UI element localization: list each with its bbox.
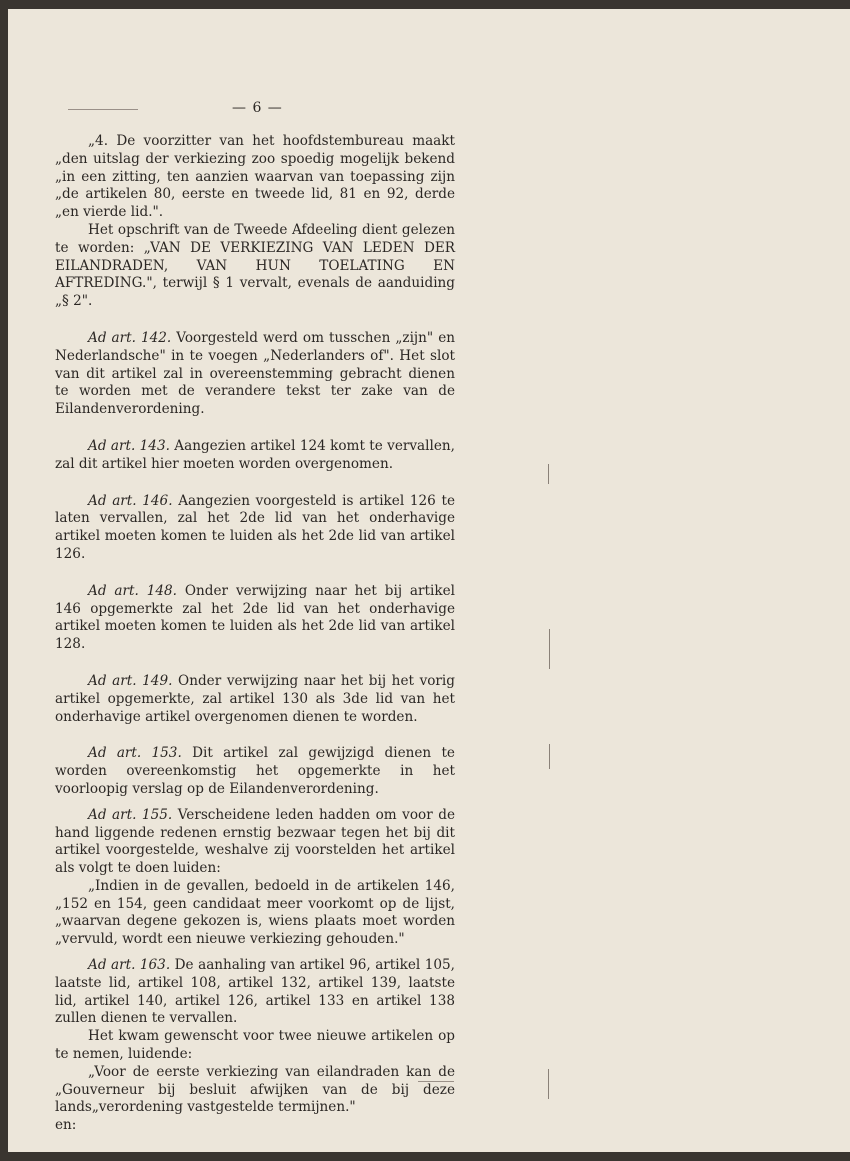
article-text: Aangezien voorgesteld is artikel 126 te laten vervallen, zal het 2de lid van het onderhavige artikel moeten komen te luiden als het 2de lid van artikel 126.: [55, 492, 455, 562]
article-text: Verscheidene leden hadden om voor de hand liggende redenen ernstig bezwaar tegen het bij dit artikel voorgestelde, weshalve zij voorstelden het artikel als volgt te doen luiden:: [55, 806, 455, 877]
quote-text: „Indien in de gevallen, bedoeld in de artikelen 146, „152 en 154, geen candidaat meer voorkomt op de lijst, „waarvan degene gekozen is, wiens plaats moet worden „vervuld, wordt een nieuwe verkiezing gehouden.": [55, 877, 455, 948]
page-number: — 6 —: [232, 100, 283, 116]
article-text: Dit artikel zal gewijzigd dienen te worden overeenkomstig het opgemerkte in het voorloopig verslag op de Eilandenverordening.: [55, 745, 455, 797]
article-text: De aanhaling van artikel 96, artikel 105, laatste lid, artikel 108, artikel 132, artikel 139, laatste lid, artikel 140, artikel 126, artikel 133 en artikel 138 zullen dienen te vervallen.: [55, 957, 456, 1027]
quote-text: „Voor de eerste verkiezing van eilandraden kan de „Gouverneur bij besluit afwijken van de bij deze lands„verordening vastgestelde termijnen.": [55, 1063, 455, 1116]
article-text: Onder verwijzing naar het bij artikel 146 opgemerkte zal het 2de lid van het onderhavige artikel moeten komen te luiden als het 2de lid van artikel 128.: [55, 582, 455, 653]
document-page: [8, 9, 850, 1152]
quote-text: „4. De voorzitter van het hoofdstembureau maakt „den uitslag der verkiezing zoo spoedig mogelijk bekend „in een zitting, ten aanzien waarvan van toepassing zijn „de artikelen 80, eerste en tweede lid, 81 en 92, derde „en vierde lid.".: [55, 133, 455, 221]
article-label: Ad art. 163.: [88, 957, 171, 974]
margin-mark: [548, 464, 549, 484]
article-label: Ad art. 155.: [88, 806, 173, 823]
article-label: Ad art. 153.: [88, 745, 182, 762]
document-body: [55, 133, 455, 1135]
body-text: Het kwam gewenscht voor twee nieuwe artikelen op te nemen, luidende:: [55, 1028, 455, 1063]
article-149: [55, 673, 455, 726]
article-142: [55, 330, 455, 419]
margin-mark: [549, 744, 550, 769]
header-rule: [68, 109, 138, 110]
paragraph-quote-155: [55, 878, 455, 949]
article-label: Ad art. 148.: [88, 582, 177, 599]
article-148: [55, 583, 455, 654]
body-text: en:: [55, 1117, 77, 1134]
paragraph-opschrift: [55, 222, 455, 311]
paragraph-nieuwe-artikelen: [55, 1028, 455, 1064]
article-143: [55, 438, 455, 474]
article-163: [55, 957, 455, 1028]
article-text: Voorgesteld werd om tusschen „zijn" en Nederlandsche" in te voegen „Nederlanders of". Het slot van dit artikel zal in overeenstemming gebracht dienen te worden met de verandere tekst ter zake van de Eilandenverordening.: [55, 329, 455, 418]
margin-mark: [549, 629, 550, 669]
paragraph-quote-4: [55, 133, 455, 222]
article-text: Aangezien artikel 124 komt te vervallen, zal dit artikel hier moeten worden overgenomen.: [55, 437, 455, 472]
article-label: Ad art. 143.: [88, 437, 170, 454]
article-153: [55, 745, 455, 798]
article-label: Ad art. 142.: [88, 329, 172, 346]
margin-mark: [548, 1069, 549, 1099]
footer-rule: [418, 1081, 454, 1082]
article-label: Ad art. 146.: [88, 492, 173, 509]
paragraph-en: [55, 1117, 455, 1135]
article-155: [55, 807, 455, 878]
body-text: Het opschrift van de Tweede Afdeeling dient gelezen te worden: „VAN DE VERKIEZING VAN LEDEN DER EILANDRADEN, VAN HUN TOELATING EN AFTREDING.", terwijl § 1 vervalt, evenals de aanduiding „§ 2".: [55, 221, 455, 310]
article-label: Ad art. 149.: [88, 672, 173, 689]
article-146: [55, 493, 455, 564]
article-text: Onder verwijzing naar het bij het vorig artikel opgemerkte, zal artikel 130 als 3de lid van het onderhavige artikel overgenomen dienen te worden.: [55, 672, 455, 725]
paragraph-quote-eerste-verkiezing: [55, 1064, 455, 1117]
